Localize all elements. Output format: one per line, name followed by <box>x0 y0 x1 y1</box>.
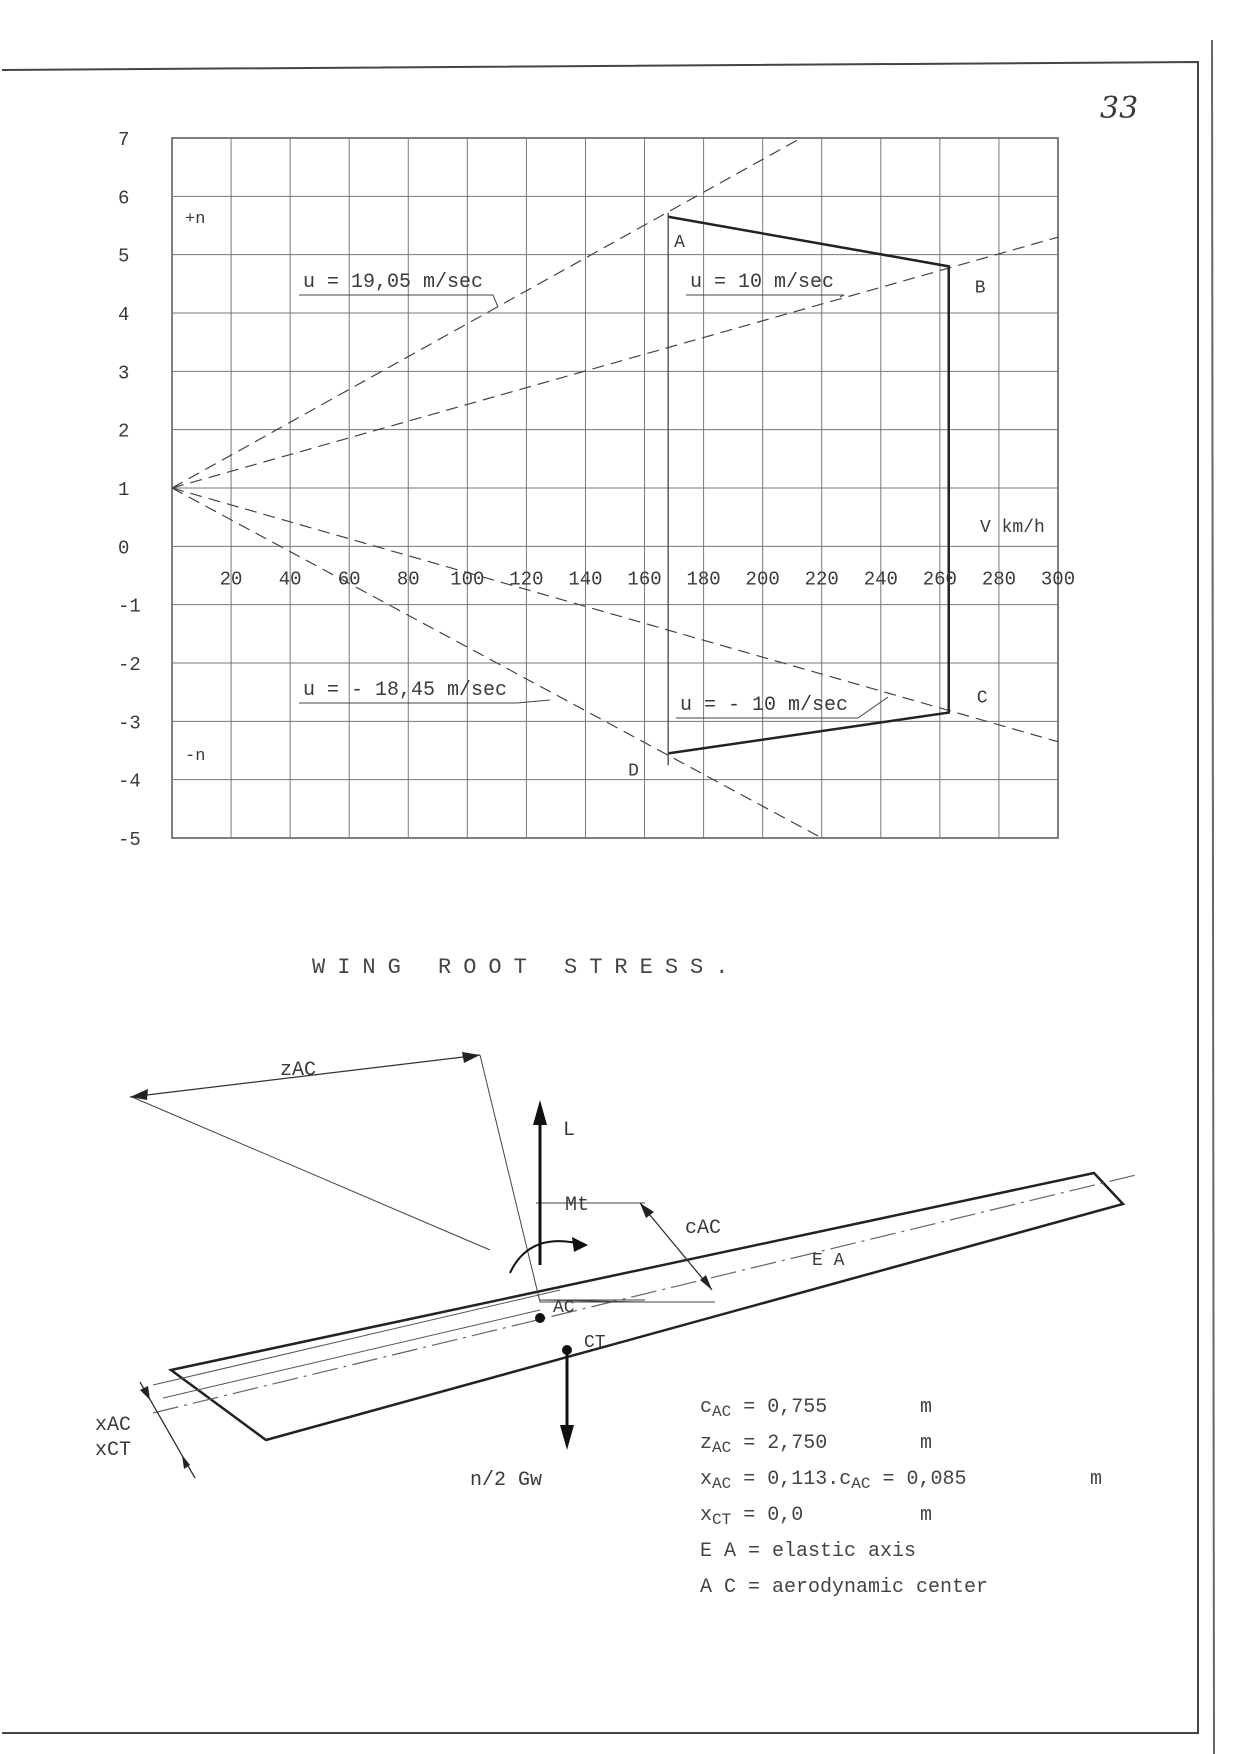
x-axis-label: V km/h <box>980 518 1045 538</box>
y-tick-label: 2 <box>118 420 130 443</box>
gust-line <box>172 488 1058 742</box>
vn-diagram <box>118 129 1075 851</box>
x-tick-label: 60 <box>337 568 361 591</box>
y-tick-label: -4 <box>118 770 141 793</box>
envelope-point-b: B <box>974 278 986 299</box>
elastic-axis-label: E A <box>812 1251 845 1271</box>
y-tick-label: 5 <box>118 245 130 268</box>
envelope-line <box>668 217 949 754</box>
x-tick-label: 80 <box>396 568 420 591</box>
axis-ticks <box>118 129 1075 851</box>
wing-diagram <box>95 1052 1140 1492</box>
zac-extension-right <box>480 1055 540 1302</box>
y-tick-label: -1 <box>118 595 141 618</box>
page-number: 33 <box>1100 91 1139 126</box>
ac-point <box>535 1313 545 1323</box>
y-tick-label: -3 <box>118 712 141 735</box>
envelope-point-a: A <box>674 232 685 253</box>
cac-arrow-top <box>640 1203 654 1218</box>
ac-point-label: AC <box>553 1298 575 1318</box>
x-tick-label: 140 <box>568 568 603 591</box>
lift-label: L <box>563 1119 576 1142</box>
ac-reference-line <box>153 1290 560 1385</box>
document-page: 33 u = 19,05 m/sec u = 10 m/sec u = - 10 m/sec u = - 18,45 m/sec A B C D 7 6 5 4 3 2 1 0 -1 -2 -3 -4 -5 20 40 60 80 100 120 140 160 180 200 220 240 260 280 300 V km/h +n -n zAC cAC xAC xCT L Mt AC CT n/2 Gw E A WING ROOT STRESS. $c_{AC} = 0,755$ m $z_{AC} = 2,750$ m $x_{AC} = 0,113.c_{AC} = 0,085$ m $x_{CT} = 0,0$ m E A = elastic axis A C = aerodynamic center <box>0 0 1242 1754</box>
gust-line-label: u = - 10 m/sec <box>680 694 849 717</box>
y-axis-label-bottom: -n <box>185 747 206 766</box>
gust-line-label: u = 19,05 m/sec <box>303 271 484 294</box>
gust-line-label: u = - 18,45 m/sec <box>303 679 508 702</box>
x-tick-label: 200 <box>745 568 780 591</box>
y-tick-label: -2 <box>118 654 141 676</box>
section-title: WING ROOT STRESS. <box>312 955 741 980</box>
moment-label: Mt <box>565 1194 590 1217</box>
x-tick-label: 20 <box>219 568 243 591</box>
x-tick-label: 300 <box>1040 568 1076 591</box>
x-tick-label: 260 <box>922 568 957 591</box>
zac-label: zAC <box>280 1059 317 1082</box>
y-tick-label: 4 <box>118 304 130 326</box>
y-axis-label-top: +n <box>185 210 206 229</box>
weight-label: n/2 Gw <box>470 1469 543 1492</box>
cac-label: cAC <box>685 1217 722 1240</box>
x-tick-label: 40 <box>278 568 302 591</box>
gust-label-leader <box>686 295 844 297</box>
y-tick-label: -5 <box>118 829 141 851</box>
y-tick-label: 1 <box>118 479 130 501</box>
x-tick-label: 100 <box>450 568 485 591</box>
ct-point-label: CT <box>584 1333 606 1353</box>
x-tick-label: 120 <box>509 568 544 591</box>
chart-grid <box>172 138 1058 838</box>
x-tick-label: 280 <box>981 568 1017 591</box>
xac-arrow <box>140 1386 150 1400</box>
zac-arrow-right <box>462 1052 480 1063</box>
envelope-point-c: C <box>976 688 988 709</box>
x-tick-label: 180 <box>686 568 721 591</box>
zac-arrow-left <box>130 1089 148 1100</box>
envelope-point-d: D <box>628 761 639 782</box>
y-tick-label: 0 <box>118 537 130 560</box>
y-tick-label: 3 <box>118 362 130 385</box>
x-tick-label: 160 <box>627 568 662 591</box>
gust-label-leader <box>299 295 498 307</box>
ct-reference-line <box>163 1310 540 1398</box>
gust-line-label: u = 10 m/sec <box>690 271 835 294</box>
page-edge-line <box>1212 40 1214 1754</box>
x-tick-label: 240 <box>863 568 898 591</box>
y-tick-label: 7 <box>118 129 130 151</box>
xct-label: xCT <box>95 1439 132 1462</box>
zac-extension-line <box>132 1097 490 1250</box>
xac-label: xAC <box>95 1414 132 1437</box>
lift-arrowhead <box>533 1100 547 1125</box>
weight-arrowhead <box>560 1425 574 1450</box>
moment-arrowhead <box>572 1237 588 1252</box>
x-tick-label: 220 <box>804 568 839 591</box>
y-tick-label: 6 <box>118 187 130 210</box>
